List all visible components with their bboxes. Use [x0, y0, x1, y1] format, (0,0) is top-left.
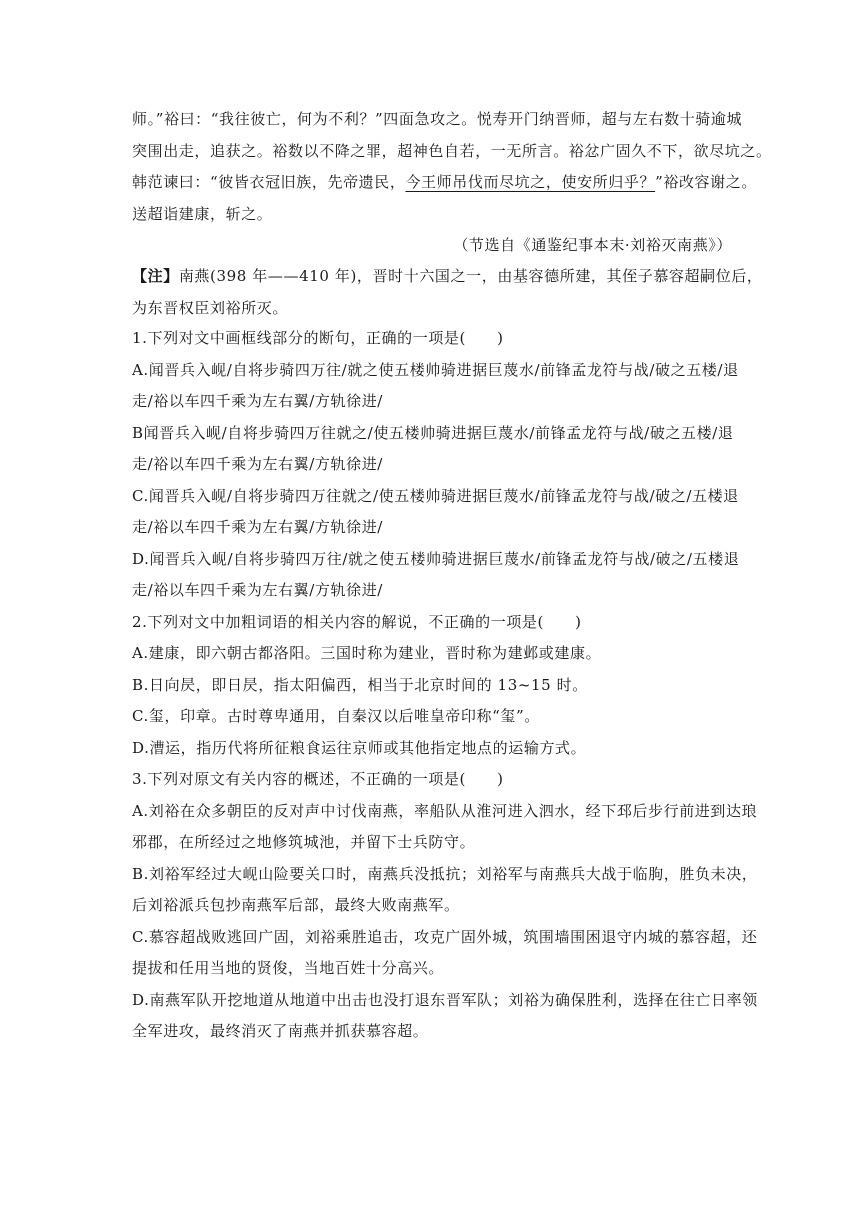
note-line: 为东晋权臣刘裕所灭。 — [132, 298, 289, 317]
option-line: 走/裕以车四千乘为左右翼/方轨徐进/ — [132, 518, 383, 536]
note-line — [132, 261, 763, 293]
option-line: D.南燕军队开挖地道从地道中出击也没打退东晋军队；刘裕为确保胜利，选择在往亡日率领 — [132, 990, 758, 1009]
option-line: C.慕容超战败逃回广固，刘裕乘胜追击，攻克广固外城，筑围墙围困退守内城的慕容超，还 — [132, 927, 758, 946]
passage-line — [132, 167, 757, 199]
passage-text: ”裕改容谢之。 — [655, 173, 757, 191]
question-stem: 1.下列对文中画框线部分的断句，正确的一项是( ) — [132, 329, 504, 347]
option-line: D.漕运，指历代将所征粮食运往京师或其他指定地点的运输方式。 — [132, 738, 587, 757]
option-line: A.闻晋兵入岘/自将步骑四万往/就之使五楼帅骑进据巨蔑水/前锋孟龙符与战/破之五楼/退 — [132, 360, 739, 379]
option-line: C.闻晋兵入岘/自将步骑四万往就之/使五楼帅骑进据巨蔑水/前锋孟龙符与战/破之/五楼退 — [132, 486, 739, 505]
option-line: B.日向昃，即日昃，指太阳偏西，相当于北京时间的 13~15 时。 — [132, 675, 588, 694]
note-text: 南燕(398 年——410 年)，晋时十六国之一，由基容德所建，其侄子慕容超嗣位后， — [178, 267, 763, 285]
option-line: B.刘裕军经过大岘山险要关口时，南燕兵没抵抗；刘裕军与南燕兵大战于临朐，胜负未决， — [132, 864, 758, 883]
questions — [132, 323, 758, 1048]
underlined-sentence: 今王师吊伐而尽坑之，使安所归乎？ — [405, 173, 656, 191]
option-line: C.玺，印章。古时尊卑通用，自秦汉以后唯皇帝印称“玺”。 — [132, 707, 540, 725]
option-line: A.建康，即六朝古都洛阳。三国时称为建业，晋时称为建邺或建康。 — [132, 644, 602, 662]
note — [132, 261, 763, 324]
option-line: 邪郡，在所经过之地修筑城池，并留下士兵防守。 — [132, 833, 476, 851]
option-line: 走/裕以车四千乘为左右翼/方轨徐进/ — [132, 581, 383, 599]
passage-line: 突围出走，追获之。裕数以不降之罪，超神色自若，一无所言。裕忿广固久不下，欲尽坑之。 — [132, 141, 772, 160]
source-citation: （节选自《通鉴纪事本末·刘裕灭南燕》） — [453, 236, 732, 254]
option-line: A.刘裕在众多朝臣的反对声中讨伐南燕，率船队从淮河进入泗水，经下邳后步行前进到达琅 — [132, 801, 758, 820]
option-line: B闻晋兵入岘/自将步骑四万往就之/使五楼帅骑进据巨蔑水/前锋孟龙符与战/破之五楼/退 — [132, 423, 734, 442]
passage-text: 韩范谏曰：“彼皆衣冠旧族，先帝遗民， — [132, 173, 406, 191]
question-stem: 3.下列对原文有关内容的概述，不正确的一项是( ) — [132, 770, 504, 788]
passage-line: 师。”裕曰：“我往彼亡，何为不利？”四面急攻之。悦寿开门纳晋师，超与左右数十骑逾城 — [132, 110, 743, 128]
option-line: 走/裕以车四千乘为左右翼/方轨徐进/ — [132, 392, 383, 410]
option-line: 提拔和任用当地的贤俊，当地百姓十分高兴。 — [132, 959, 445, 977]
option-line: D.闻晋兵入岘/自将步骑四万往/就之使五楼帅骑进据巨蔑水/前锋孟龙符与战/破之/五楼退 — [132, 549, 740, 568]
passage-line: 送超诣建康，斩之。 — [132, 204, 273, 223]
passage — [132, 104, 772, 262]
option-line: 后刘裕派兵包抄南燕军后部，最终大败南燕军。 — [132, 896, 460, 914]
note-tag: 【注】 — [132, 267, 179, 285]
option-line: 全军进攻，最终消灭了南燕并抓获慕容超。 — [132, 1022, 429, 1040]
question-stem: 2.下列对文中加粗词语的相关内容的解说，不正确的一项是( ) — [132, 612, 582, 631]
option-line: 走/裕以车四千乘为左右翼/方轨徐进/ — [132, 455, 383, 473]
